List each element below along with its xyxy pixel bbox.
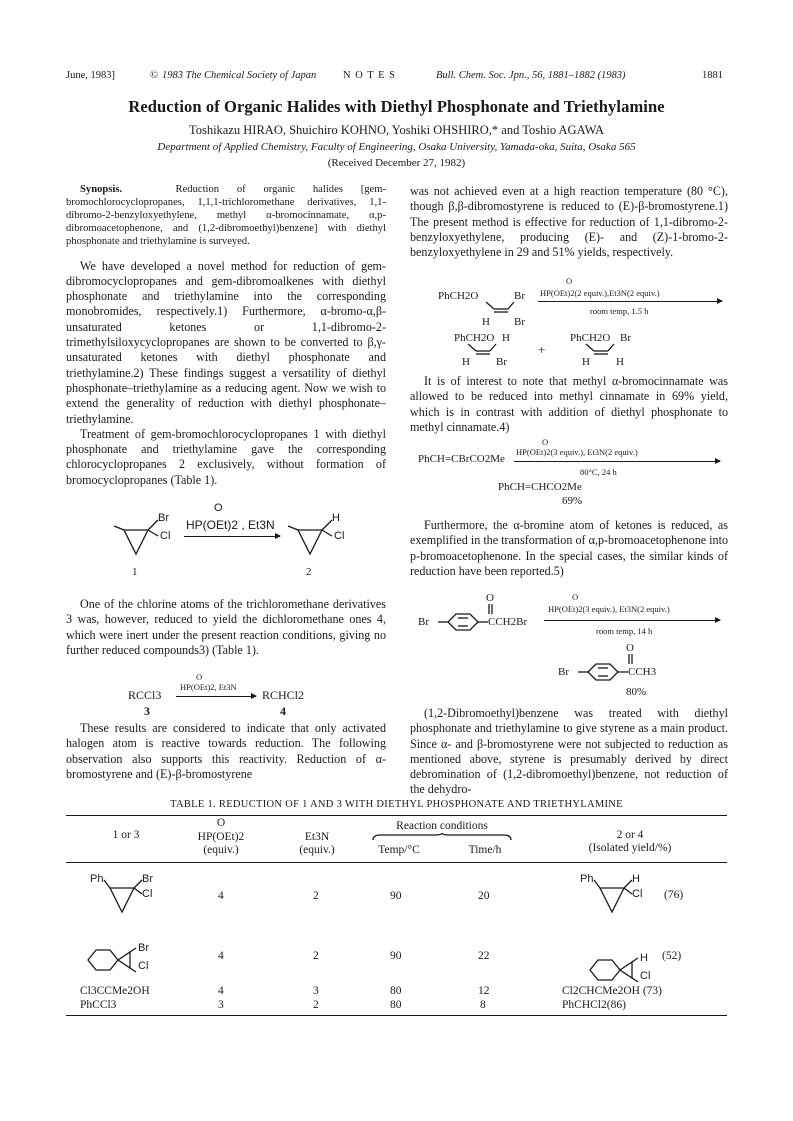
cell-hp: 3	[218, 999, 224, 1011]
cell-temp: 80	[390, 985, 402, 997]
bond	[322, 520, 332, 530]
acyl-group: CCH2Br	[488, 616, 528, 628]
reaction-arrow	[176, 696, 256, 697]
compound-number: 1	[132, 566, 138, 578]
reagent-label: HP(OEt)2(3 equiv.), Et3N(2 equiv.)	[548, 604, 670, 614]
h-label: H	[640, 952, 648, 964]
col-header: 1 or 3	[112, 829, 140, 841]
cell-time: 20	[478, 890, 490, 902]
scheme-4	[410, 437, 728, 509]
reaction-arrow	[544, 620, 720, 621]
col-header: Time/h	[468, 844, 502, 856]
col-group-header: Reaction conditions	[396, 820, 488, 832]
cell-product: PhCHCl2(86)	[562, 999, 626, 1011]
cell-yield: (52)	[662, 950, 682, 962]
cell-yield: (76)	[664, 889, 684, 901]
reagent-label: HP(OEt)2 , Et3N	[186, 518, 275, 532]
product-formula: PhCH=CHCO2Me	[498, 481, 582, 493]
substituent-label: Br	[514, 290, 525, 302]
compound-number: 4	[280, 704, 286, 718]
alkene-bonds	[410, 276, 728, 368]
cl-label: Cl	[632, 888, 643, 900]
h-label: H	[332, 512, 340, 524]
yield-label: 80%	[626, 686, 647, 698]
reaction-arrow	[184, 536, 280, 537]
reactant-formula: RCCl3	[128, 688, 162, 702]
cl-label: Cl	[334, 530, 345, 542]
paragraph: (1,2-Dibromoethyl)benzene was treated with diethyl phosphonate and triethylamine to give styrene as a main product. Since α- and β-bromostyrene were not subjected to reduction as mentioned above, styrene is presumably derived by direct debromination of (1,2-dibromoethyl)benzene, not reduction of the dehydro-	[410, 706, 728, 797]
substituent-label: H	[582, 356, 590, 368]
cell-et3n: 2	[313, 950, 319, 962]
reagent-label: HP(OEt)2, Et3N	[180, 682, 237, 692]
col-header-oxo: O	[216, 817, 226, 829]
oxo-label: O	[196, 672, 203, 682]
substituent-label: Br	[620, 332, 631, 344]
cell-et3n: 3	[313, 985, 319, 997]
authors: Toshikazu HIRAO, Shuichiro KOHNO, Yoshiki OHSHIRO,* and Toshio AGAWA	[188, 123, 605, 137]
paragraph: Furthermore, the α-bromine atom of ketones is reduced, as exemplified in the transformation of α,p-bromoacetophenone into p-bromoacetophenone. In the special cases, the similar kinds of reduction have been reported.5)	[410, 518, 728, 578]
col-header: Temp/°C	[378, 844, 420, 856]
synopsis-label: Synopsis.	[80, 184, 123, 195]
reaction-arrow	[514, 461, 720, 462]
paragraph: Treatment of gem-bromochlorocyclopropanes 1 with diethyl phosphonate and triethylamine gave the corresponding chlorocyclopropanes 2 exclusively, without formation of bromocyclopropanes (Table 1).	[66, 426, 386, 487]
right-column-4	[410, 706, 728, 798]
reagent-label: HP(OEt)2(2 equiv.),Et3N(2 equiv.)	[540, 288, 660, 298]
bond	[148, 530, 158, 536]
ph-label: Ph	[580, 873, 594, 885]
ph-label: Ph	[90, 873, 104, 885]
synopsis	[66, 184, 386, 249]
substituent-label: H	[482, 316, 490, 328]
received-date: (Received December 27, 1982)	[327, 157, 466, 169]
cyclopropane-ring	[124, 530, 148, 554]
br-label: Br	[138, 942, 149, 954]
col-header-unit: (equiv.)	[299, 844, 335, 856]
oxo-label: O	[626, 642, 634, 654]
left-column	[66, 184, 386, 488]
br-label: Br	[558, 666, 569, 678]
oxo-label: O	[542, 437, 549, 447]
cell-hp: 4	[218, 950, 224, 962]
cl-label: Cl	[142, 888, 153, 900]
substituent-label: PhCH2O	[438, 290, 479, 302]
paragraph: We have developed a novel method for reduction of gem-dibromocyclopropanes and gem-dibromoalkenes with diethyl phosphonate and triethylamine into the corresponding monobromides, respectively.1) Furthermore, α-bromo-α,β-unsaturated ketones or 1,1-dibromo-2-trimethylsiloxycyclopropanes are shown to be converted to β,γ-unsaturated ketones with diethyl phosphonate and triethylamine.2) These findings suggest a versatility of diethyl phosphonate–triethylamine as a reducing agent. Now we wish to extend the generality of reduction with diethyl phosphonate–triethylamine.	[66, 258, 386, 426]
scheme-5	[410, 592, 728, 702]
cell-et3n: 2	[313, 999, 319, 1011]
right-column-2	[410, 374, 728, 435]
group-brace	[372, 833, 512, 841]
br-label: Br	[158, 512, 169, 524]
paragraph: was not achieved even at a high reaction temperature (80 °C), though β,β-dibromostyrene is reduced to (E)-β-bromostyrene.1) The present method is effective for reduction of 1,1-dibromo-2-benzyloxyethylene, producing (E)- and (Z)-1-bromo-2-benzyloxyethylene in 29 and 51% yields, respectively.	[410, 184, 728, 260]
substituent-label: Br	[514, 316, 525, 328]
scheme-3	[410, 276, 728, 368]
oxo-label: O	[566, 276, 573, 286]
cl-label: Cl	[640, 970, 651, 982]
table-top-rule	[66, 815, 727, 816]
cell-hp: 4	[218, 890, 224, 902]
reagent-label: HP(OEt)2(3 equiv.), Et3N(2 equiv.)	[516, 447, 638, 457]
condition-label: 80°C, 24 h	[580, 467, 617, 477]
br-label: Br	[418, 616, 429, 628]
article-title: Reduction of Organic Halides with Diethyl Phosphonate and Triethylamine	[128, 97, 665, 116]
substituent-label: Br	[496, 356, 507, 368]
acyl-group: CCH3	[628, 666, 657, 678]
paragraph: It is of interest to note that methyl α-bromocinnamate was allowed to be reduced into methyl cinnamate in 69% yield, which is in contrast with addition of diethyl phosphonate to methyl cinnamate.4)	[410, 374, 728, 434]
cell-time: 12	[478, 985, 490, 997]
cell-time: 8	[480, 999, 486, 1011]
col-header: Et3N	[304, 831, 330, 843]
col-header: HP(OEt)2	[197, 831, 245, 843]
reactant-formula: PhCH=CBrCO2Me	[418, 453, 505, 465]
methyl-bond	[114, 526, 124, 530]
methyl-bond	[288, 526, 298, 530]
header-page: 1881	[702, 70, 723, 81]
table-caption: TABLE 1. REDUCTION OF 1 AND 3 WITH DIETHYL PHOSPHONATE AND TRIETHYLAMINE	[170, 799, 623, 810]
substrate-structure	[86, 944, 166, 984]
cell-temp: 80	[390, 999, 402, 1011]
oxo-label: O	[486, 592, 494, 604]
right-column-3	[410, 518, 728, 579]
header-copyright: 1983 The Chemical Society of Japan	[162, 70, 317, 81]
scheme-1	[66, 502, 386, 588]
col-header-unit: (equiv.)	[203, 844, 239, 856]
bond	[148, 520, 158, 530]
product-formula: RCHCl2	[262, 688, 305, 702]
compound-number: 3	[144, 704, 150, 718]
substituent-label: H	[462, 356, 470, 368]
affiliation: Department of Applied Chemistry, Faculty of Engineering, Osaka University, Yamada-oka, Suita, Osaka 565	[157, 141, 636, 153]
scheme-2	[66, 672, 386, 722]
compound-number: 2	[306, 566, 312, 578]
cell-product: Cl2CHCMe2OH (73)	[562, 985, 662, 997]
cell-substrate: PhCCl3	[80, 999, 117, 1011]
oxo-label: O	[214, 502, 223, 514]
condition-label: room temp, 1.5 h	[590, 306, 649, 316]
col-header-unit: (Isolated yield/%)	[588, 842, 672, 854]
substituent-label: PhCH2O	[454, 332, 495, 344]
cell-et3n: 2	[313, 890, 319, 902]
col-header: 2 or 4	[616, 829, 644, 841]
synopsis-text: Reduction of organic halides [gem-bromochlorocyclopropanes, 1,1,1-trichloromethane derivatives, 1,1-dibromo-2-benzyloxyethylene, methyl α-bromocinnamate, α,p-dibromoacetophenone, and (1,2-dibromoethyl)benzene] with diethyl phosphonate and triethylamine is surveyed.	[66, 184, 386, 247]
header-journal: Bull. Chem. Soc. Jpn., 56, 1881–1882 (1983)	[436, 70, 626, 81]
cl-label: Cl	[160, 530, 171, 542]
benzene-ring	[448, 614, 478, 630]
bond	[322, 530, 332, 536]
cell-time: 22	[478, 950, 490, 962]
paragraph: One of the chlorine atoms of the trichloromethane derivatives 3 was, however, reduced to yield the dichloromethane ones 4, which were inert under the present reaction conditions, giving no further reduced compounds3) (Table 1).	[66, 597, 386, 657]
substituent-label: H	[502, 332, 510, 344]
header-date: June, 1983]	[66, 70, 115, 81]
header-section: N O T E S	[343, 70, 396, 81]
table-header-rule	[66, 862, 727, 863]
cell-temp: 90	[390, 950, 402, 962]
oxo-label: O	[572, 592, 579, 602]
cl-label: Cl	[138, 960, 149, 972]
left-column-3	[66, 721, 386, 782]
br-label: Br	[142, 873, 153, 885]
left-column-2	[66, 597, 386, 658]
benzene-ring	[588, 664, 618, 680]
cell-substrate: Cl3CCMe2OH	[80, 985, 150, 997]
plus-sign: +	[538, 342, 546, 357]
substituent-label: PhCH2O	[570, 332, 611, 344]
substrate-structure	[96, 872, 176, 922]
yield-label: 69%	[562, 495, 583, 507]
table-bottom-rule	[66, 1015, 727, 1016]
cell-hp: 4	[218, 985, 224, 997]
product-structure	[586, 872, 666, 922]
right-column	[410, 184, 728, 260]
condition-label: room temp, 14 h	[596, 626, 653, 636]
substituent-label: H	[616, 356, 624, 368]
paragraph: These results are considered to indicate that only activated halogen atom is reactive towards reduction. The following observation also supports this reactivity. Reduction of α-bromostyrene and (E)-β-bromostyrene	[66, 721, 386, 781]
copyright-symbol: ©	[150, 70, 158, 81]
cell-temp: 90	[390, 890, 402, 902]
cyclopropane-ring	[298, 530, 322, 554]
h-label: H	[632, 873, 640, 885]
